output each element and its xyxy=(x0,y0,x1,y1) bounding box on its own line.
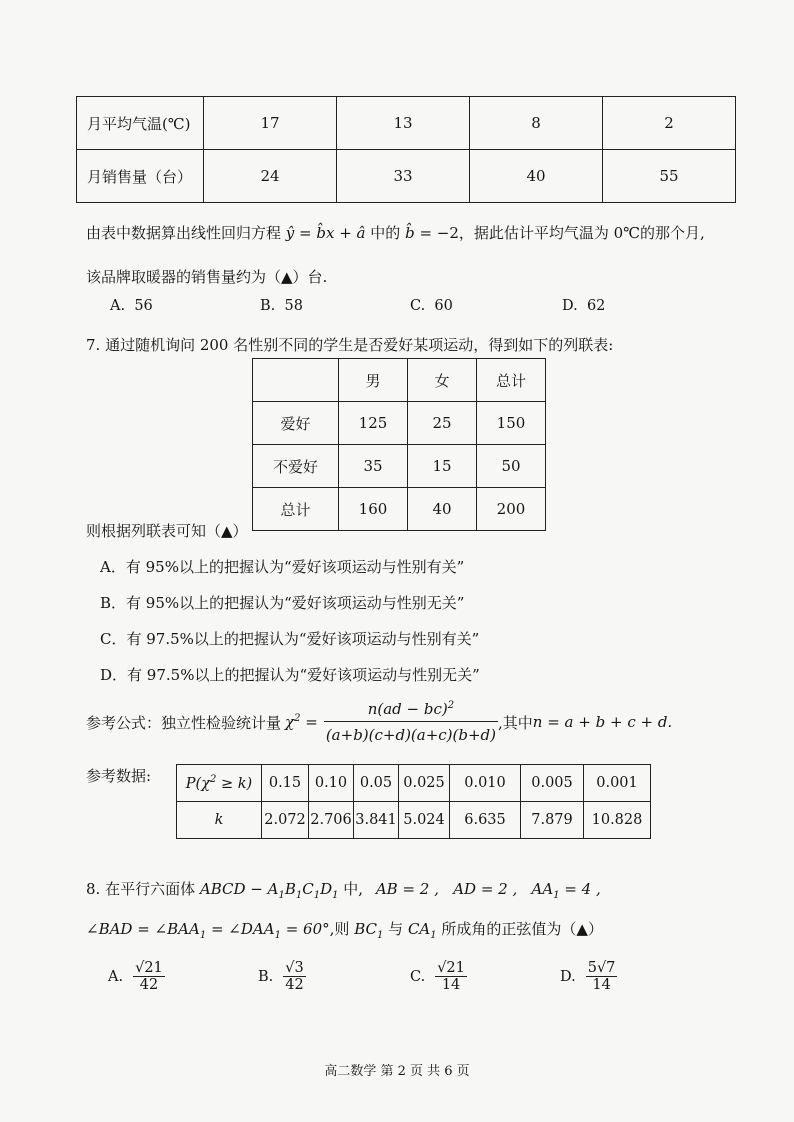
table-row xyxy=(77,150,736,203)
option-fraction xyxy=(586,960,618,993)
q6-text: 中的 xyxy=(370,224,401,242)
q7-option-c[interactable]: C．有 97.5%以上的把握认为“爱好该项运动与性别有关” xyxy=(100,630,480,648)
table-cell: 15 xyxy=(408,445,477,488)
q8-option-a[interactable] xyxy=(108,960,165,993)
formula-n: n = a + b + c + d. xyxy=(532,713,673,731)
table-row xyxy=(253,488,546,531)
q6-option-b[interactable] xyxy=(260,298,303,314)
table-cell: 月销售量（台） xyxy=(77,150,204,203)
q8-line-1 xyxy=(86,878,601,901)
table-cell: 月平均气温(℃) xyxy=(77,97,204,150)
table-cell: 33 xyxy=(337,150,470,203)
segment-ca1: $CA_1$ xyxy=(407,920,437,941)
q7-lead: 则根据列联表可知（▲） xyxy=(86,522,248,540)
table-header: 女 xyxy=(408,359,477,402)
option-value: 58 xyxy=(284,298,303,314)
chi-square-symbol: $\chi^2$ = xyxy=(285,713,318,731)
option-fraction xyxy=(133,960,165,993)
b-hat-symbol: b̂ xyxy=(405,224,415,242)
table-cell: 5.024 xyxy=(399,802,450,839)
chi-square-fraction: $\frac{n(ad - bc)^2}{(a+b)(c+d)(a+c)(b+d)}$ xyxy=(325,700,497,744)
q7-option-b[interactable]: B．有 95%以上的把握认为“爱好该项运动与性别无关” xyxy=(100,594,465,612)
q8-text: 8. 在平行六面体 xyxy=(86,880,196,898)
table-cell: 25 xyxy=(408,402,477,445)
temperature-sales-table xyxy=(76,96,736,203)
option-letter: A. xyxy=(108,968,124,985)
q7-option-d[interactable]: D．有 97.5%以上的把握认为“爱好该项运动与性别无关” xyxy=(100,666,480,684)
q8-line-2 xyxy=(86,918,603,941)
table-cell: 35 xyxy=(339,445,408,488)
page-footer: 高二数学 第 2 页 共 6 页 xyxy=(324,1064,470,1079)
table-row xyxy=(253,445,546,488)
q8-angle-conditions: ∠BAD = $\angle BAA_1$ = $\angle DAA_1 = 60^\circ$ xyxy=(86,920,330,941)
option-letter: C. xyxy=(410,968,426,985)
segment-bc1: $BC_1$ xyxy=(354,920,384,941)
q6-option-d[interactable] xyxy=(562,298,605,314)
b-hat-value: = −2 xyxy=(419,224,459,242)
table-cell: 3.841 xyxy=(354,802,399,839)
table-cell: 总计 xyxy=(253,488,339,531)
q6-text: ，据此估计平均气温为 0℃的那个月, xyxy=(458,224,705,242)
table-cell: 160 xyxy=(339,488,408,531)
table-header: $P(\chi^2 \ge k)$ xyxy=(177,765,262,802)
formula-label: 参考公式：独立性检验统计量 xyxy=(86,713,282,732)
option-letter: D. xyxy=(560,968,576,985)
q8-option-b[interactable] xyxy=(258,960,306,993)
table-cell: 200 xyxy=(477,488,546,531)
table-cell: 2 xyxy=(603,97,736,150)
table-cell: 0.025 xyxy=(399,765,450,802)
option-letter: C. xyxy=(410,298,426,314)
table-row xyxy=(77,97,736,150)
table-cell: 0.15 xyxy=(262,765,309,802)
q6-line-1 xyxy=(86,222,705,243)
table-cell: 13 xyxy=(337,97,470,150)
contingency-table xyxy=(252,358,546,531)
q6-text: 由表中数据算出线性回归方程 xyxy=(86,224,282,242)
q8-text: 所成角的正弦值为（▲） xyxy=(441,920,603,938)
q8-option-d[interactable] xyxy=(560,960,617,993)
q7-stem: 7. 通过随机询问 200 名性别不同的学生是否爱好某项运动，得到如下的列联表: xyxy=(86,336,614,354)
fraction-numerator: √21 xyxy=(135,960,163,976)
table-cell: 2.706 xyxy=(309,802,354,839)
reference-data-label: 参考数据: xyxy=(86,767,152,785)
table-cell: 150 xyxy=(477,402,546,445)
table-header: 男 xyxy=(339,359,408,402)
q8-option-c[interactable] xyxy=(410,960,467,993)
fraction-numerator: √3 xyxy=(285,960,304,976)
table-row xyxy=(177,802,651,839)
option-value: 56 xyxy=(134,298,153,314)
fraction-denominator: 42 xyxy=(133,976,165,993)
q8-conditions: AB = 2 , AD = 2 , $AA_1 = 4$ , xyxy=(375,880,601,901)
fraction-numerator: 5√7 xyxy=(587,960,616,976)
table-cell: 40 xyxy=(408,488,477,531)
fraction-denominator: 42 xyxy=(283,976,305,993)
table-cell: 2.072 xyxy=(262,802,309,839)
q8-text: 中, xyxy=(343,880,364,898)
table-cell: 0.005 xyxy=(521,765,584,802)
table-row xyxy=(177,765,651,802)
option-letter: D. xyxy=(562,298,578,314)
table-cell: 6.635 xyxy=(450,802,521,839)
chi-square-reference-table xyxy=(176,764,651,839)
option-value: 62 xyxy=(586,298,606,314)
option-letter: A. xyxy=(110,298,126,314)
table-cell: 50 xyxy=(477,445,546,488)
table-cell: 0.010 xyxy=(450,765,521,802)
parallelepiped-name: ABCD − $A_1B_1C_1D_1$ xyxy=(199,880,339,901)
q7-option-a[interactable]: A．有 95%以上的把握认为“爱好该项运动与性别有关” xyxy=(100,558,465,576)
table-cell: 0.10 xyxy=(309,765,354,802)
option-letter: B. xyxy=(260,298,276,314)
option-fraction xyxy=(283,960,305,993)
table-cell: 8 xyxy=(470,97,603,150)
option-value: 60 xyxy=(434,298,453,314)
option-letter: B. xyxy=(258,968,274,985)
q6-option-a[interactable] xyxy=(110,298,153,314)
table-cell: 55 xyxy=(603,150,736,203)
reference-formula xyxy=(86,700,672,744)
table-cell: 125 xyxy=(339,402,408,445)
table-cell: 17 xyxy=(204,97,337,150)
table-cell: 40 xyxy=(470,150,603,203)
q8-text: ,则 xyxy=(329,920,350,938)
table-header: 总计 xyxy=(477,359,546,402)
table-row xyxy=(253,359,546,402)
table-cell: 0.001 xyxy=(584,765,651,802)
table-cell: 不爱好 xyxy=(253,445,339,488)
q8-text: 与 xyxy=(388,920,404,938)
table-row xyxy=(253,402,546,445)
regression-equation: ŷ = b̂x + â xyxy=(285,224,366,242)
q6-option-c[interactable] xyxy=(410,298,453,314)
table-cell: 爱好 xyxy=(253,402,339,445)
table-cell: 0.05 xyxy=(354,765,399,802)
fraction-numerator: √21 xyxy=(437,960,465,976)
table-cell: 10.828 xyxy=(584,802,651,839)
table-header: k xyxy=(177,802,262,839)
q6-line-2: 该品牌取暖器的销售量约为（▲）台. xyxy=(86,268,328,286)
fraction-denominator: 14 xyxy=(435,976,467,993)
table-header xyxy=(253,359,339,402)
option-fraction xyxy=(435,960,467,993)
table-cell: 7.879 xyxy=(521,802,584,839)
table-cell: 24 xyxy=(204,150,337,203)
formula-tail: ,其中 xyxy=(498,713,533,732)
fraction-denominator: 14 xyxy=(586,976,618,993)
